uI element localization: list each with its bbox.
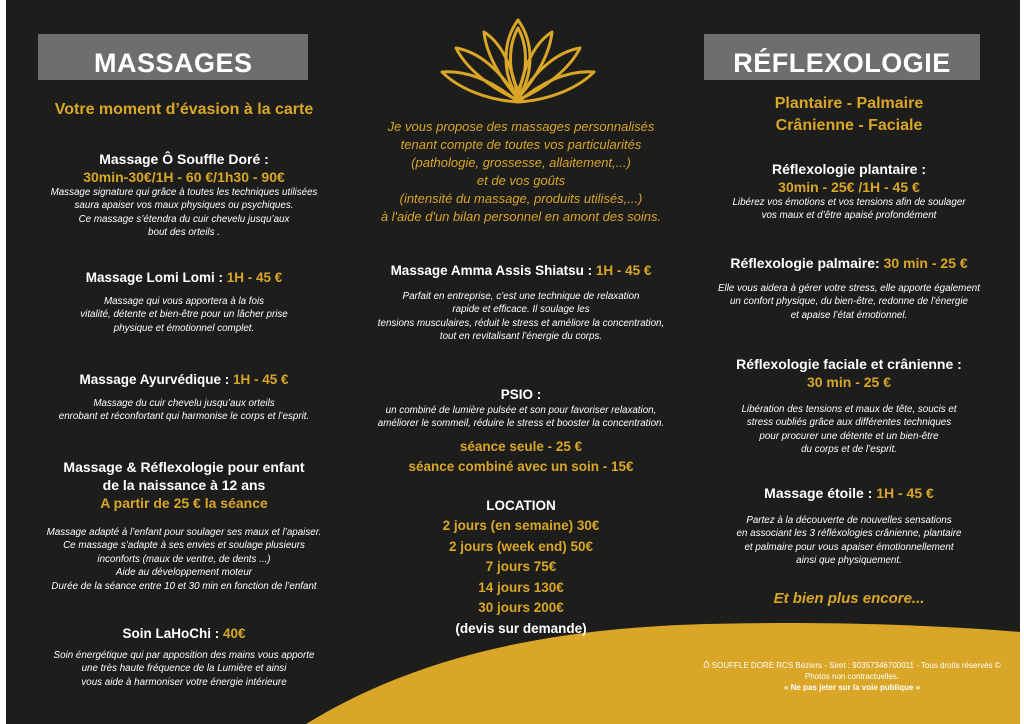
item-desc-line: vitalité, détente et bien-être pour un lâcher prise: [80, 309, 288, 321]
item-desc-line: Massage signature qui grâce à toutes les techniques utilisées: [50, 187, 318, 198]
footer-line: Photos non contractuelles.: [804, 672, 900, 681]
item-desc-line: Libérez vos émotions et vos tensions afin de soulager: [732, 197, 966, 208]
item-desc-line: stress oubliés grâce aux différentes techniques: [746, 417, 952, 429]
item-desc-line: bout des orteils .: [148, 227, 220, 239]
item-heading: [18, 269, 350, 287]
item-price: 40€: [222, 626, 246, 641]
item-desc-line: et apaise l’état émotionnel.: [790, 309, 908, 321]
item-desc-line: inconforts (maux de ventre, de dents ...): [97, 553, 271, 565]
item-price: 1H - 45 €: [876, 485, 934, 501]
item-desc-line: un confort physique, du bien-être, redonne de l’énergie: [729, 296, 968, 308]
item-price: A partir de 25 € la séance: [100, 495, 268, 511]
location-line: 7 jours 75€: [485, 559, 557, 574]
footer-line: Ô SOUFFLE DORE RCS Béziers - Siret : 90357346700011 - Tous droits réservés ©: [703, 661, 1001, 670]
item-price: 30min - 25€ /1H - 45 €: [778, 179, 920, 195]
massage-ayurvedique: [18, 371, 350, 424]
massage-souffle-dore: [18, 150, 350, 240]
item-desc-line: améliorer le sommeil, réduire le stress et booster la concentration.: [377, 418, 665, 430]
right-column: [690, 0, 1008, 724]
intro-line: Je vous propose des massages personnalisés: [387, 119, 655, 134]
footer-legal: [702, 660, 1002, 693]
item-desc-line: une très haute fréquence de la Lumière et ainsi: [81, 663, 287, 675]
item-title: Massage Lomi Lomi :: [85, 270, 227, 285]
item-price: séance combiné avec un soin - 15€: [408, 458, 634, 474]
item-desc-line: pour procurer une détente et un bien-être: [759, 430, 939, 442]
item-price: séance seule - 25 €: [459, 438, 583, 454]
brochure-page: [6, 0, 1020, 724]
item-price: 30 min - 25 €: [806, 374, 892, 390]
item-title: Réflexologie plantaire :: [771, 161, 927, 177]
massage-enfant: [18, 458, 350, 593]
item-title: Massage étoile :: [764, 485, 877, 501]
item-heading: [346, 262, 696, 280]
item-heading: [690, 484, 1008, 502]
item-desc-line: vous aide à harmoniser votre énergie intérieure: [81, 676, 287, 688]
reflexologie-plantaire: [690, 160, 1008, 223]
item-title: Soin LaHoChi :: [122, 626, 223, 641]
massage-etoile: [690, 484, 1008, 568]
massages-banner-title: MASSAGES: [94, 48, 253, 78]
intro-line: (intensité du massage, produits utilisés,...): [399, 191, 643, 206]
reflexologie-banner-title: RÉFLEXOLOGIE: [733, 48, 951, 78]
item-title: Massage Ayurvédique :: [79, 372, 234, 387]
footer-line: « Ne pas jeter sur la voie publique »: [783, 683, 921, 692]
subtitle-line: Crânienne - Faciale: [775, 117, 923, 134]
location-title: LOCATION: [486, 498, 556, 513]
item-title-line: de la naissance à 12 ans: [102, 477, 266, 493]
subtitle-line: Plantaire - Palmaire: [774, 95, 924, 112]
item-heading: [690, 254, 1008, 272]
reflexologie-palmaire: [690, 254, 1008, 322]
item-desc-line: et palmaire pour vous apaiser émotionnellement: [744, 541, 954, 553]
item-desc-line: Libération des tensions et maux de tête, soucis et: [741, 404, 957, 415]
location: [346, 496, 696, 639]
item-desc-line: tensions musculaires, réduit le stress et améliore la concentration,: [377, 317, 665, 329]
location-note: (devis sur demande): [455, 620, 587, 636]
reflexologie-subtitle: [690, 93, 1008, 137]
item-desc-line: ainsi que physiquement.: [796, 555, 902, 567]
item-desc-line: vos maux et d’être apaisé profondément: [761, 210, 937, 222]
item-desc-line: Massage adapté à l’enfant pour soulager ses maux et l’apaiser.: [46, 527, 322, 538]
intro-line: et de vos goûts: [476, 173, 566, 188]
massage-amma-assis: [346, 262, 696, 344]
item-price: 1H - 45 €: [595, 263, 652, 278]
item-desc-line: Durée de la séance entre 10 et 30 min en fonction de l’enfant: [51, 580, 317, 592]
intro-line: tenant compte de toutes vos particularités: [400, 137, 642, 152]
item-price: 30 min - 25 €: [883, 255, 968, 271]
location-line: 30 jours 200€: [478, 600, 564, 615]
item-title: Réflexologie faciale et crânienne :: [736, 356, 962, 372]
item-desc-line: enrobant et réconfortant qui harmonise le corps et l’esprit.: [58, 411, 310, 423]
item-desc-line: un combiné de lumière pulsée et son pour favoriser relaxation,: [385, 405, 657, 416]
item-desc-line: Massage du cuir chevelu jusqu’aux orteils: [93, 398, 275, 409]
item-title: Massage Amma Assis Shiatsu :: [390, 263, 596, 278]
item-desc-line: Ce massage s’adapte à ses envies et soulage plusieurs: [63, 540, 305, 552]
item-heading: [18, 625, 350, 643]
item-desc-line: Aide au développement moteur: [115, 567, 253, 579]
massages-tagline: Votre moment d’évasion à la carte: [54, 101, 314, 118]
location-line: 2 jours (week end) 50€: [448, 538, 594, 554]
item-title-line: Massage & Réflexologie pour enfant: [63, 459, 305, 475]
item-heading: [18, 371, 350, 389]
item-desc-line: physique et émotionnel complet.: [113, 322, 255, 334]
psio: [346, 386, 696, 477]
item-desc-line: tout en revitalisant l’énergie du corps.: [439, 331, 603, 343]
et-bien-plus-encore: Et bien plus encore...: [773, 590, 925, 607]
item-desc-line: saura apaiser vos maux physiques ou psychiques.: [74, 200, 294, 212]
item-desc-line: Ce massage s’étendra du cuir chevelu jusqu’aux: [78, 213, 290, 225]
item-desc-line: du corps et de l’esprit.: [801, 444, 897, 456]
item-title: Massage Ô Souffle Doré :: [99, 151, 269, 167]
intro-text: [346, 118, 696, 226]
item-desc-line: Elle vous aidera à gérer votre stress, elle apporte également: [718, 283, 980, 294]
item-desc-line: Partez à la découverte de nouvelles sensations: [746, 515, 952, 526]
item-title: PSIO :: [500, 387, 542, 402]
reflexologie-faciale-cranienne: [690, 355, 1008, 457]
location-line: 2 jours (en semaine) 30€: [442, 518, 600, 533]
intro-line: à l'aide d'un bilan personnel en amont des soins.: [380, 209, 662, 224]
item-desc-line: rapide et efficace. Il soulage les: [452, 304, 590, 316]
location-line: 14 jours 130€: [478, 579, 564, 595]
item-desc-line: Massage qui vous apportera à la fois: [103, 296, 265, 307]
soin-lahochi: [18, 625, 350, 689]
middle-column: [346, 0, 696, 724]
item-price: 1H - 45 €: [233, 372, 289, 387]
item-desc-line: Soin énergétique qui par apposition des mains vous apporte: [53, 650, 315, 661]
item-title: Réflexologie palmaire:: [730, 255, 884, 271]
item-desc-line: en associant les 3 réfléxologies crânienne, plantaire: [736, 528, 962, 540]
left-column: [18, 0, 350, 724]
item-desc-line: Parfait en entreprise, c’est une technique de relaxation: [402, 291, 640, 302]
massage-lomi-lomi: [18, 269, 350, 335]
item-price: 30min-30€/1H - 60 €/1h30 - 90€: [83, 169, 285, 185]
intro-line: (pathologie, grossesse, allaitement,...): [411, 155, 631, 170]
item-price: 1H - 45 €: [226, 270, 283, 285]
